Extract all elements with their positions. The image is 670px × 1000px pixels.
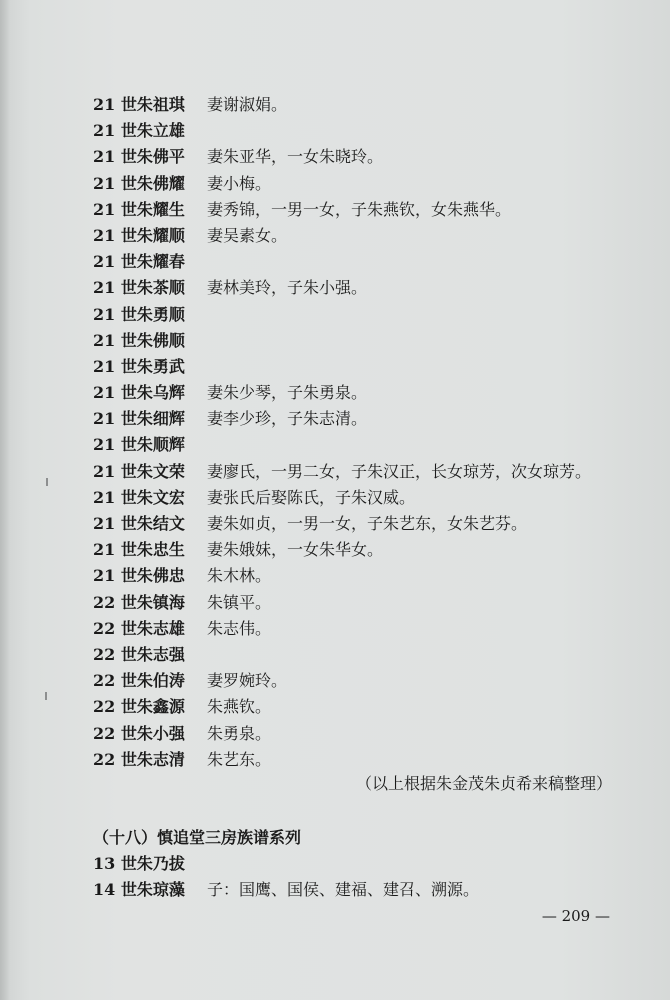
genealogy-entry [93, 275, 591, 301]
genealogy-entry [93, 144, 591, 170]
entry-name: 21 世朱忠生 [93, 540, 185, 560]
entry-detail: 妻朱亚华，一女朱晓玲。 [207, 147, 384, 167]
entry-name: 22 世朱志雄 [93, 618, 185, 638]
entry-name: 21 世朱勇顺 [93, 304, 185, 324]
entry-detail: 朱木林。 [207, 566, 272, 586]
entry-name: 21 世朱耀春 [93, 252, 185, 272]
genealogy-entry [93, 694, 591, 720]
genealogy-entry [93, 406, 591, 432]
entry-name: 21 世朱结文 [93, 514, 185, 533]
entry-detail: 妻朱少琴，子朱勇泉。 [207, 383, 368, 403]
entry-detail: 妻吴素女。 [207, 225, 288, 245]
genealogy-entry [93, 354, 591, 380]
genealogy-entry [93, 328, 591, 354]
entry-detail: 朱镇平。 [207, 592, 272, 612]
entry-detail: 妻李少珍，子朱志清。 [207, 409, 368, 429]
entry-name: 21 世朱佛平 [93, 147, 185, 167]
genealogy-entry [93, 563, 591, 589]
entry-name: 22 世朱小强 [93, 723, 185, 743]
genealogy-entry [93, 432, 591, 458]
entry-detail: 朱志伟。 [207, 618, 272, 638]
genealogy-entry [93, 851, 479, 877]
binding-mark [45, 692, 47, 700]
section-genealogy-list [93, 851, 479, 903]
entry-detail: 妻秀锦，一男一女，子朱燕钦，女朱燕华。 [207, 199, 512, 219]
entry-name: 21 世朱勇武 [93, 356, 185, 376]
genealogy-entry [93, 616, 591, 642]
entry-detail: 妻张氏后娶陈氏，子朱汉威。 [207, 487, 416, 507]
genealogy-entry [93, 197, 591, 223]
entry-detail: 妻小梅。 [207, 173, 272, 193]
genealogy-list [93, 92, 591, 773]
genealogy-entry [93, 302, 591, 328]
entry-detail: 妻朱娥妹，一女朱华女。 [207, 540, 384, 560]
entry-name: 21 世朱佛耀 [93, 173, 185, 193]
page-number: — 209 — [541, 907, 610, 925]
entry-name: 21 世朱立雄 [93, 121, 185, 141]
genealogy-entry [93, 380, 591, 406]
entry-name: 22 世朱镇海 [93, 592, 185, 612]
entry-detail: 妻林美玲，子朱小强。 [207, 278, 368, 298]
entry-name: 21 世朱文宏 [93, 487, 185, 507]
genealogy-entry [93, 511, 591, 537]
entry-name: 22 世朱志强 [93, 644, 185, 664]
entry-detail: 妻谢淑娟。 [207, 95, 288, 114]
entry-detail: 朱勇泉。 [207, 723, 272, 743]
genealogy-entry [93, 668, 591, 694]
source-note: （以上根据朱金茂朱贞希来稿整理） [355, 774, 612, 793]
genealogy-entry [93, 249, 591, 275]
section-title: （十八）慎追堂三房族谱系列 [93, 828, 302, 847]
entry-name: 13 世朱乃拔 [93, 854, 185, 873]
genealogy-entry [93, 118, 591, 144]
entry-name: 21 世朱佛顺 [93, 330, 185, 350]
entry-name: 21 世朱乌辉 [93, 383, 185, 403]
genealogy-entry [93, 642, 591, 668]
binding-mark [46, 478, 48, 486]
genealogy-entry [93, 223, 591, 249]
entry-name: 21 世朱顺辉 [93, 435, 185, 455]
genealogy-entry [93, 537, 591, 563]
entry-name: 14 世朱琼藻 [93, 880, 185, 900]
entry-name: 21 世朱耀生 [93, 199, 185, 219]
entry-name: 21 世朱茶顺 [93, 278, 185, 298]
genealogy-entry [93, 459, 591, 485]
genealogy-entry [93, 721, 591, 747]
entry-name: 21 世朱佛忠 [93, 566, 185, 586]
entry-detail: 妻朱如贞，一男一女，子朱艺东，女朱艺芬。 [207, 514, 528, 533]
genealogy-entry [93, 485, 591, 511]
entry-name: 21 世朱文荣 [93, 461, 185, 481]
entry-detail: 朱燕钦。 [207, 697, 272, 717]
entry-name: 21 世朱细辉 [93, 409, 185, 429]
entry-detail: 妻罗婉玲。 [207, 671, 288, 691]
entry-detail: 妻廖氏，一男二女，子朱汉正，长女琼芳，次女琼芳。 [207, 461, 592, 481]
entry-name: 21 世朱耀顺 [93, 225, 185, 245]
entry-name: 22 世朱伯涛 [93, 671, 185, 691]
page-edge-shadow [0, 0, 10, 1000]
entry-name: 22 世朱鑫源 [93, 697, 185, 717]
genealogy-entry [93, 171, 591, 197]
entry-detail: 朱艺东。 [207, 749, 272, 769]
entry-detail: 子：国鹰、国侯、建福、建召、溯源。 [207, 880, 480, 900]
genealogy-entry [93, 92, 591, 118]
genealogy-entry [93, 747, 591, 773]
entry-name: 22 世朱志清 [93, 749, 185, 769]
entry-name: 21 世朱祖琪 [93, 95, 185, 114]
genealogy-entry [93, 877, 479, 903]
genealogy-entry [93, 590, 591, 616]
